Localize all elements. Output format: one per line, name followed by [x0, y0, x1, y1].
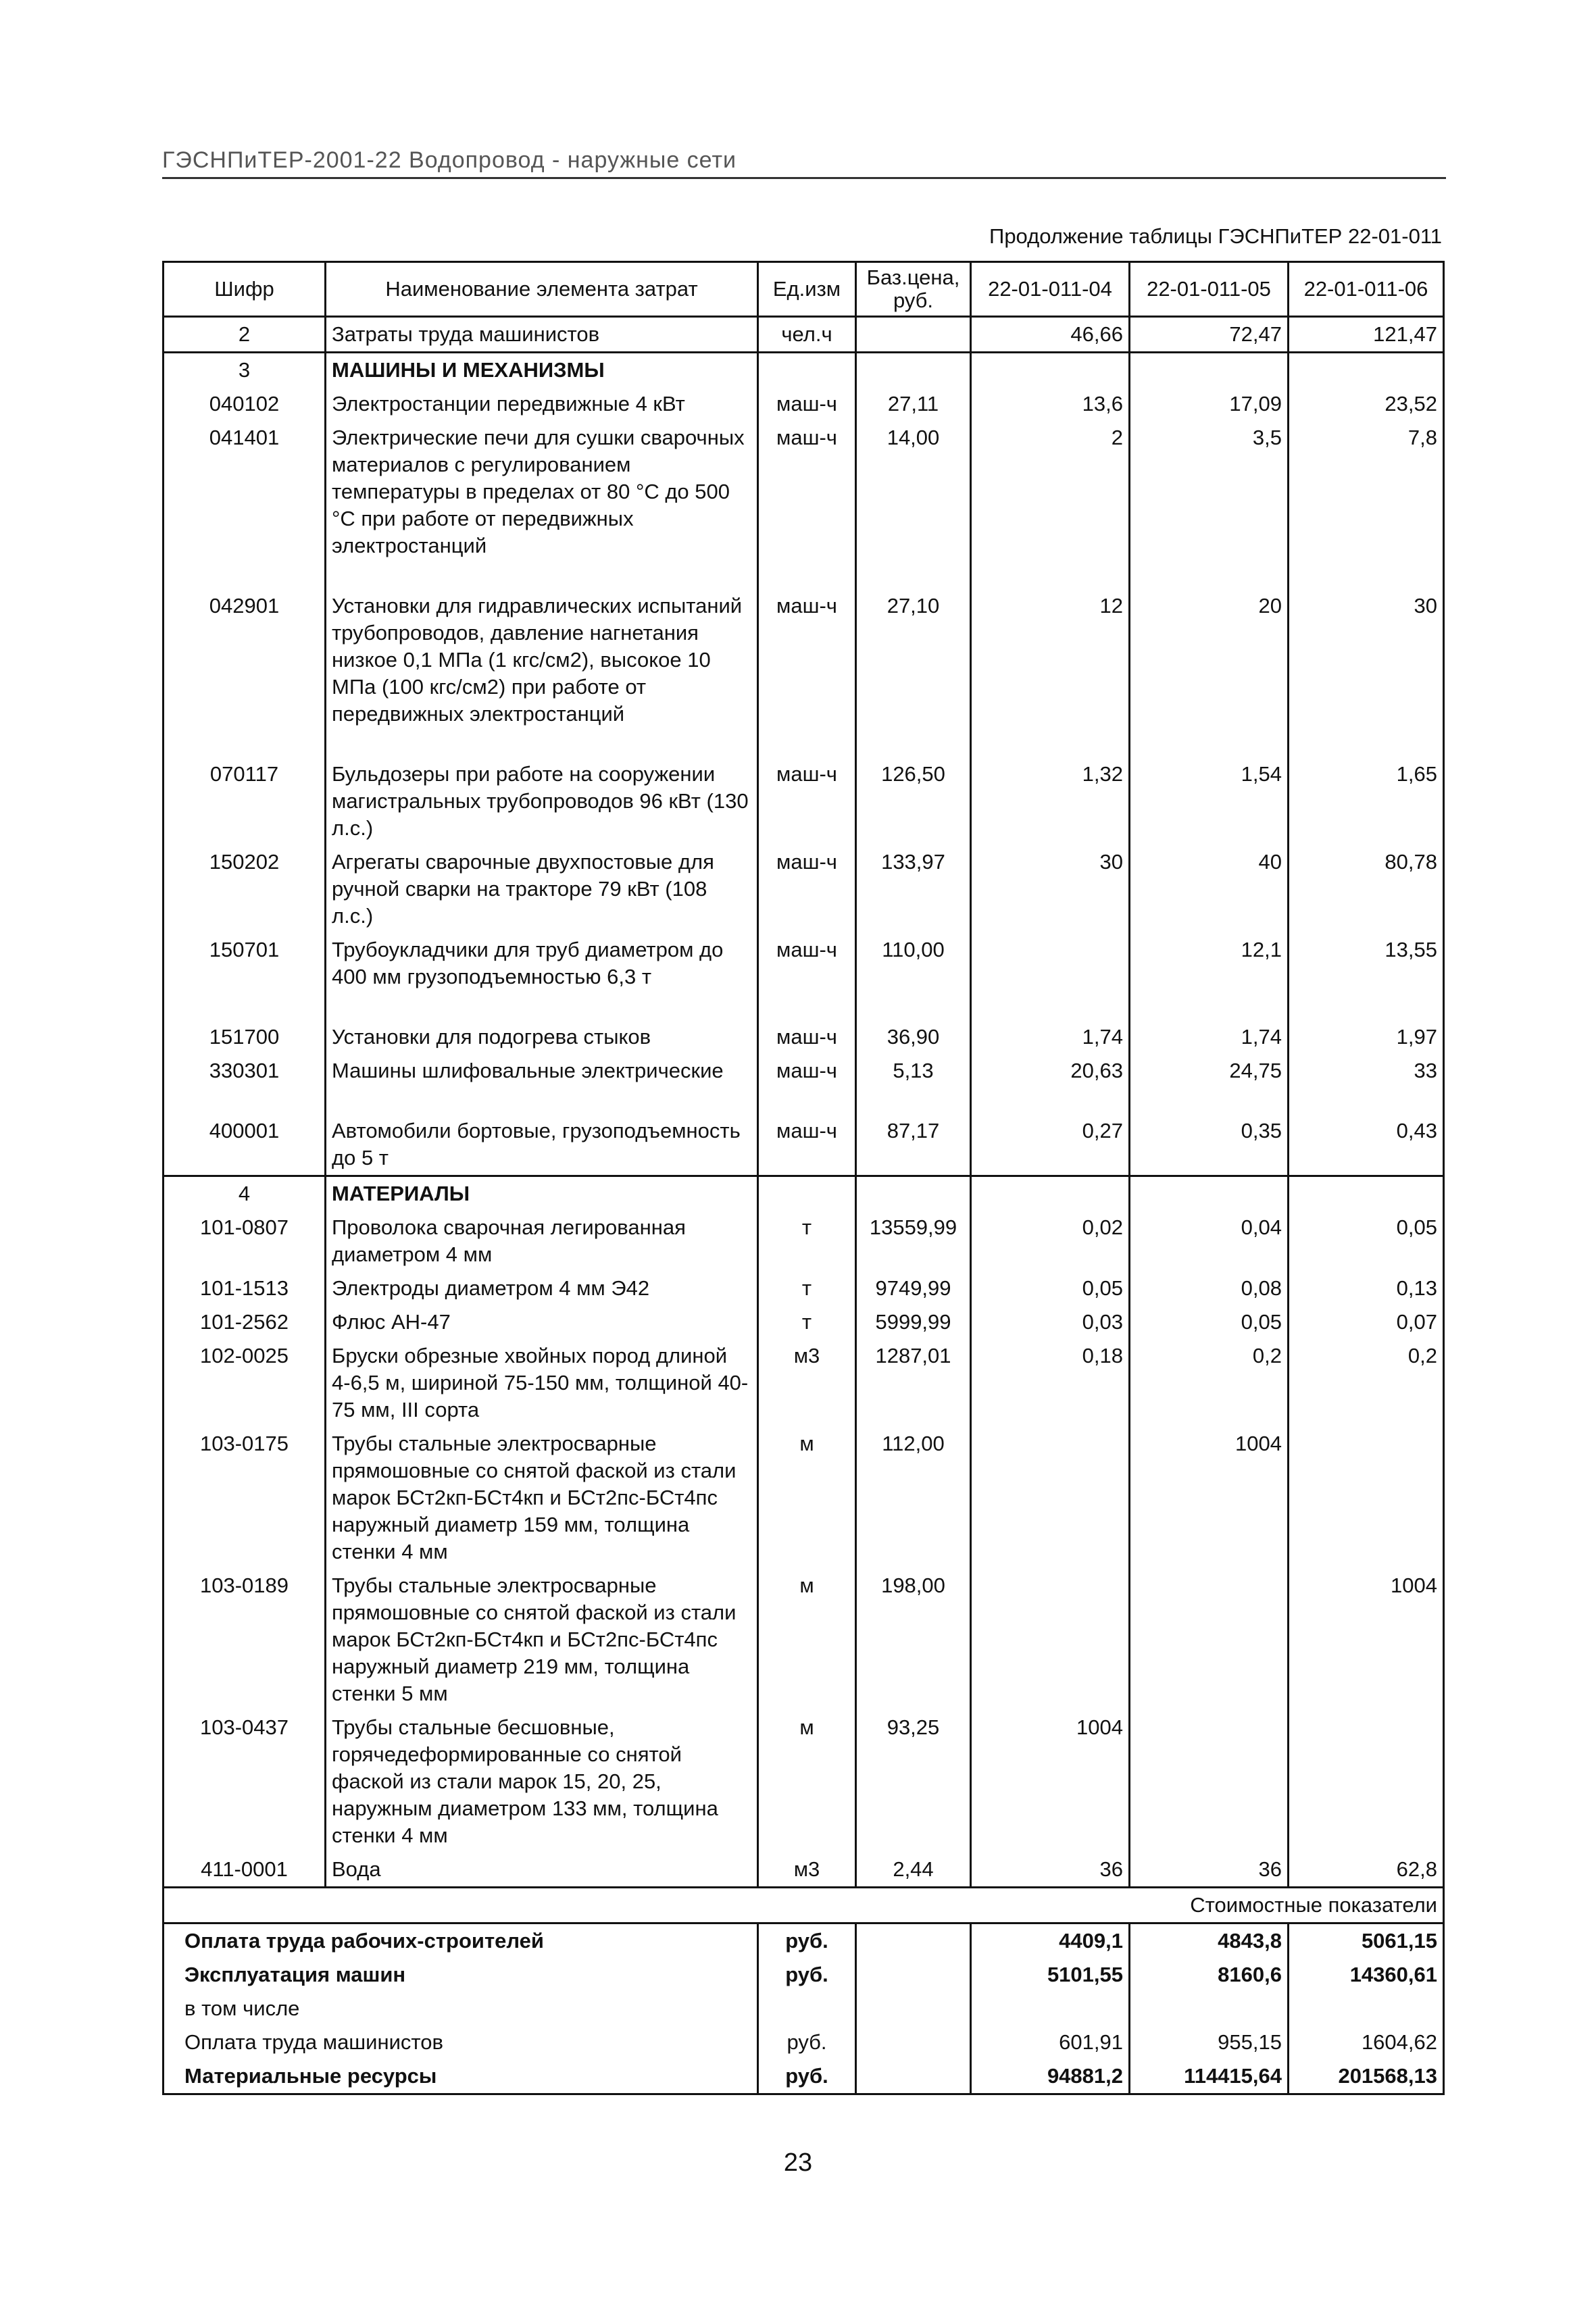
cell-code: 330301 — [164, 1054, 326, 1114]
cell-name: Электростанции передвижные 4 кВт — [326, 387, 758, 421]
column-header-name: Наименование элемента затрат — [326, 262, 758, 317]
cell-value-05: 0,2 — [1130, 1339, 1289, 1427]
cell-price: 112,00 — [856, 1427, 971, 1569]
cell-code: 102-0025 — [164, 1339, 326, 1427]
cell-price: 110,00 — [856, 933, 971, 1020]
summary-label: Материальные ресурсы — [164, 2059, 758, 2094]
summary-unit: руб. — [758, 1923, 856, 1959]
cell-unit: т — [758, 1272, 856, 1305]
cell-name: Флюс АН-47 — [326, 1305, 758, 1339]
cell-value-04: 0,03 — [971, 1305, 1130, 1339]
cell-name: Бульдозеры при работе на сооружении магистральных трубопроводов 96 кВт (130 л.с.) — [326, 757, 758, 845]
cell-name: Затраты труда машинистов — [326, 317, 758, 353]
cell-code: 3 — [164, 353, 326, 388]
cell-value-06: 1004 — [1289, 1569, 1444, 1711]
cell-unit: м — [758, 1569, 856, 1711]
summary-unit: руб. — [758, 2059, 856, 2094]
summary-value-04 — [971, 1992, 1130, 2026]
cell-value-04: 20,63 — [971, 1054, 1130, 1114]
summary-label: Оплата труда рабочих-строителей — [164, 1923, 758, 1959]
cell-value-04: 36 — [971, 1853, 1130, 1888]
cell-price: 14,00 — [856, 421, 971, 589]
table-row — [164, 1054, 1444, 1114]
cell-unit: маш-ч — [758, 421, 856, 589]
table-row — [164, 1427, 1444, 1569]
summary-row — [164, 1992, 1444, 2026]
table-row — [164, 1114, 1444, 1176]
cell-value-04: 12 — [971, 589, 1130, 757]
column-header-unit: Ед.изм — [758, 262, 856, 317]
cell-value-06: 33 — [1289, 1054, 1444, 1114]
cell-value-05: 1,54 — [1130, 757, 1289, 845]
cell-unit: т — [758, 1211, 856, 1272]
cell-unit: маш-ч — [758, 1020, 856, 1054]
cell-code: 041401 — [164, 421, 326, 589]
cell-value-05: 0,08 — [1130, 1272, 1289, 1305]
table-header-row — [164, 262, 1444, 317]
cell-code: 411-0001 — [164, 1853, 326, 1888]
summary-row — [164, 1958, 1444, 1992]
cell-value-05: 72,47 — [1130, 317, 1289, 353]
cell-value-04 — [971, 353, 1130, 388]
cell-value-06: 121,47 — [1289, 317, 1444, 353]
cell-value-04: 0,02 — [971, 1211, 1130, 1272]
cell-value-06: 0,43 — [1289, 1114, 1444, 1176]
cell-code: 2 — [164, 317, 326, 353]
cell-name: Проволока сварочная легированная диаметром 4 мм — [326, 1211, 758, 1272]
table-row — [164, 1853, 1444, 1888]
cell-value-05: 40 — [1130, 845, 1289, 933]
summary-value-05: 8160,6 — [1130, 1958, 1289, 1992]
cell-value-04: 1,74 — [971, 1020, 1130, 1054]
cell-price — [856, 317, 971, 353]
cell-unit — [758, 353, 856, 388]
cell-value-06: 1,65 — [1289, 757, 1444, 845]
cell-unit: маш-ч — [758, 387, 856, 421]
cell-code: 150701 — [164, 933, 326, 1020]
page-header: ГЭСНПиТЕР-2001-22 Водопровод - наружные сети — [162, 147, 737, 173]
cost-norm-table — [162, 261, 1445, 2095]
cell-value-05: 0,35 — [1130, 1114, 1289, 1176]
cell-value-04 — [971, 1176, 1130, 1211]
cell-value-06: 0,07 — [1289, 1305, 1444, 1339]
cell-value-04: 0,27 — [971, 1114, 1130, 1176]
table-row — [164, 845, 1444, 933]
cell-unit: маш-ч — [758, 589, 856, 757]
cell-unit: м3 — [758, 1339, 856, 1427]
cell-value-06: 0,2 — [1289, 1339, 1444, 1427]
cell-code: 103-0437 — [164, 1711, 326, 1853]
cell-price: 13559,99 — [856, 1211, 971, 1272]
cell-value-05 — [1130, 1569, 1289, 1711]
summary-value-04: 94881,2 — [971, 2059, 1130, 2094]
cell-value-06: 0,05 — [1289, 1211, 1444, 1272]
table-row — [164, 1711, 1444, 1853]
summary-row — [164, 2059, 1444, 2094]
cell-price: 126,50 — [856, 757, 971, 845]
column-header-norm-04: 22-01-011-04 — [971, 262, 1130, 317]
cell-name: Трубы стальные бесшовные, горячедеформированные со снятой фаской из стали марок 15, 20, 25, наружным диаметром 133 мм, толщина стенки 4 мм — [326, 1711, 758, 1853]
cell-price: 9749,99 — [856, 1272, 971, 1305]
section-title: МАШИНЫ И МЕХАНИЗМЫ — [326, 353, 758, 388]
cell-value-06: 30 — [1289, 589, 1444, 757]
cell-value-06: 62,8 — [1289, 1853, 1444, 1888]
cell-value-04: 0,18 — [971, 1339, 1130, 1427]
cell-value-06 — [1289, 1176, 1444, 1211]
cell-name: Электрические печи для сушки сварочных материалов с регулированием температуры в пределах от 80 °С до 500 °С при работе от передвижных электростанций — [326, 421, 758, 589]
cell-value-05: 3,5 — [1130, 421, 1289, 589]
summary-value-04: 601,91 — [971, 2026, 1130, 2059]
cell-code: 151700 — [164, 1020, 326, 1054]
cell-price — [856, 1176, 971, 1211]
summary-value-06: 5061,15 — [1289, 1923, 1444, 1959]
cell-value-06: 1,97 — [1289, 1020, 1444, 1054]
table-continuation-caption: Продолжение таблицы ГЭСНПиТЕР 22-01-011 — [989, 224, 1442, 248]
cell-name: Установки для гидравлических испытаний трубопроводов, давление нагнетания низкое 0,1 МПа (1 кгс/см2), высокое 10 МПа (100 кгс/см2) при работе от передвижных электростанций — [326, 589, 758, 757]
column-header-norm-05: 22-01-011-05 — [1130, 262, 1289, 317]
table-row — [164, 589, 1444, 757]
cell-price: 27,11 — [856, 387, 971, 421]
summary-value-05: 114415,64 — [1130, 2059, 1289, 2094]
cell-name: Установки для подогрева стыков — [326, 1020, 758, 1054]
cell-name: Трубы стальные электросварные прямошовные со снятой фаской из стали марок БСт2кп-БСт4кп и БСт2пс-БСт4пс наружный диаметр 159 мм, толщина стенки 4 мм — [326, 1427, 758, 1569]
cell-unit: м3 — [758, 1853, 856, 1888]
cell-value-06: 23,52 — [1289, 387, 1444, 421]
cell-value-05 — [1130, 1711, 1289, 1853]
cell-value-06: 7,8 — [1289, 421, 1444, 589]
table-row — [164, 1272, 1444, 1305]
cell-code: 150202 — [164, 845, 326, 933]
section-title: МАТЕРИАЛЫ — [326, 1176, 758, 1211]
table-row — [164, 1569, 1444, 1711]
cell-unit: м — [758, 1427, 856, 1569]
summary-label: Оплата труда машинистов — [164, 2026, 758, 2059]
cell-price: 133,97 — [856, 845, 971, 933]
cell-price: 2,44 — [856, 1853, 971, 1888]
cell-value-05: 12,1 — [1130, 933, 1289, 1020]
summary-value-04: 5101,55 — [971, 1958, 1130, 1992]
table-row — [164, 1305, 1444, 1339]
summary-value-05: 955,15 — [1130, 2026, 1289, 2059]
cell-code: 042901 — [164, 589, 326, 757]
summary-value-06: 14360,61 — [1289, 1958, 1444, 1992]
cell-price: 93,25 — [856, 1711, 971, 1853]
cell-price: 87,17 — [856, 1114, 971, 1176]
cell-price — [856, 353, 971, 388]
column-header-price: Баз.цена, руб. — [856, 262, 971, 317]
cell-value-04: 1,32 — [971, 757, 1130, 845]
summary-label: в том числе — [164, 1992, 758, 2026]
cell-name: Вода — [326, 1853, 758, 1888]
cell-price: 198,00 — [856, 1569, 971, 1711]
cell-code: 101-2562 — [164, 1305, 326, 1339]
cell-unit: маш-ч — [758, 757, 856, 845]
cell-price: 5999,99 — [856, 1305, 971, 1339]
table-row — [164, 421, 1444, 589]
page-number: 23 — [783, 2148, 813, 2177]
cell-value-06: 80,78 — [1289, 845, 1444, 933]
table-row — [164, 757, 1444, 845]
cell-name: Машины шлифовальные электрические — [326, 1054, 758, 1114]
cell-price: 5,13 — [856, 1054, 971, 1114]
cost-indicators-label: Стоимостные показатели — [164, 1888, 1444, 1923]
cell-unit: маш-ч — [758, 845, 856, 933]
cell-value-05: 0,04 — [1130, 1211, 1289, 1272]
header-rule — [162, 177, 1446, 179]
table-row — [164, 933, 1444, 1020]
cell-name: Автомобили бортовые, грузоподъемность до 5 т — [326, 1114, 758, 1176]
table-row — [164, 1339, 1444, 1427]
cell-price: 36,90 — [856, 1020, 971, 1054]
cell-value-04: 2 — [971, 421, 1130, 589]
summary-value-05: 4843,8 — [1130, 1923, 1289, 1959]
column-header-norm-06: 22-01-011-06 — [1289, 262, 1444, 317]
cell-name: Трубы стальные электросварные прямошовные со снятой фаской из стали марок БСт2кп-БСт4кп и БСт2пс-БСт4пс наружный диаметр 219 мм, толщина стенки 5 мм — [326, 1569, 758, 1711]
cell-code: 103-0175 — [164, 1427, 326, 1569]
cell-unit: маш-ч — [758, 1054, 856, 1114]
cell-code: 070117 — [164, 757, 326, 845]
cell-value-04: 0,05 — [971, 1272, 1130, 1305]
section-row — [164, 1176, 1444, 1211]
cell-value-06: 13,55 — [1289, 933, 1444, 1020]
cell-name: Трубоукладчики для труб диаметром до 400 мм грузоподъемностью 6,3 т — [326, 933, 758, 1020]
cell-value-04: 13,6 — [971, 387, 1130, 421]
cell-value-05: 20 — [1130, 589, 1289, 757]
summary-unit — [758, 1992, 856, 2026]
cell-value-04: 30 — [971, 845, 1130, 933]
cell-value-06: 0,13 — [1289, 1272, 1444, 1305]
cell-unit — [758, 1176, 856, 1211]
cell-unit: маш-ч — [758, 1114, 856, 1176]
cell-value-05: 17,09 — [1130, 387, 1289, 421]
cell-price: 1287,01 — [856, 1339, 971, 1427]
table-row — [164, 1211, 1444, 1272]
summary-row — [164, 1923, 1444, 1959]
cell-code: 040102 — [164, 387, 326, 421]
table-row — [164, 1020, 1444, 1054]
cell-name: Бруски обрезные хвойных пород длиной 4-6,5 м, шириной 75-150 мм, толщиной 40-75 мм, III сорта — [326, 1339, 758, 1427]
summary-unit: руб. — [758, 1958, 856, 1992]
cell-value-05: 1004 — [1130, 1427, 1289, 1569]
column-header-code: Шифр — [164, 262, 326, 317]
summary-unit: руб. — [758, 2026, 856, 2059]
cell-unit: т — [758, 1305, 856, 1339]
cell-unit: м — [758, 1711, 856, 1853]
cell-value-05: 0,05 — [1130, 1305, 1289, 1339]
cell-name: Электроды диаметром 4 мм Э42 — [326, 1272, 758, 1305]
table-row — [164, 317, 1444, 353]
cell-code: 103-0189 — [164, 1569, 326, 1711]
cell-price: 27,10 — [856, 589, 971, 757]
cell-value-04 — [971, 1427, 1130, 1569]
cell-value-05 — [1130, 353, 1289, 388]
cell-value-06 — [1289, 1427, 1444, 1569]
summary-row — [164, 2026, 1444, 2059]
cell-unit: маш-ч — [758, 933, 856, 1020]
cost-indicators-row — [164, 1888, 1444, 1923]
cell-value-05: 24,75 — [1130, 1054, 1289, 1114]
cell-value-05: 36 — [1130, 1853, 1289, 1888]
cell-value-04 — [971, 1569, 1130, 1711]
summary-value-04: 4409,1 — [971, 1923, 1130, 1959]
cell-value-05 — [1130, 1176, 1289, 1211]
table-row — [164, 387, 1444, 421]
cell-code: 4 — [164, 1176, 326, 1211]
cell-code: 101-0807 — [164, 1211, 326, 1272]
summary-value-06 — [1289, 1992, 1444, 2026]
cell-code: 400001 — [164, 1114, 326, 1176]
cell-value-04: 46,66 — [971, 317, 1130, 353]
cell-value-06 — [1289, 1711, 1444, 1853]
summary-value-06: 1604,62 — [1289, 2026, 1444, 2059]
cell-value-06 — [1289, 353, 1444, 388]
summary-label: Эксплуатация машин — [164, 1958, 758, 1992]
section-row — [164, 353, 1444, 388]
summary-value-05 — [1130, 1992, 1289, 2026]
cell-value-05: 1,74 — [1130, 1020, 1289, 1054]
cell-value-04: 1004 — [971, 1711, 1130, 1853]
cell-name: Агрегаты сварочные двухпостовые для ручной сварки на тракторе 79 кВт (108 л.с.) — [326, 845, 758, 933]
cell-code: 101-1513 — [164, 1272, 326, 1305]
summary-value-06: 201568,13 — [1289, 2059, 1444, 2094]
cell-unit: чел.ч — [758, 317, 856, 353]
cell-value-04 — [971, 933, 1130, 1020]
